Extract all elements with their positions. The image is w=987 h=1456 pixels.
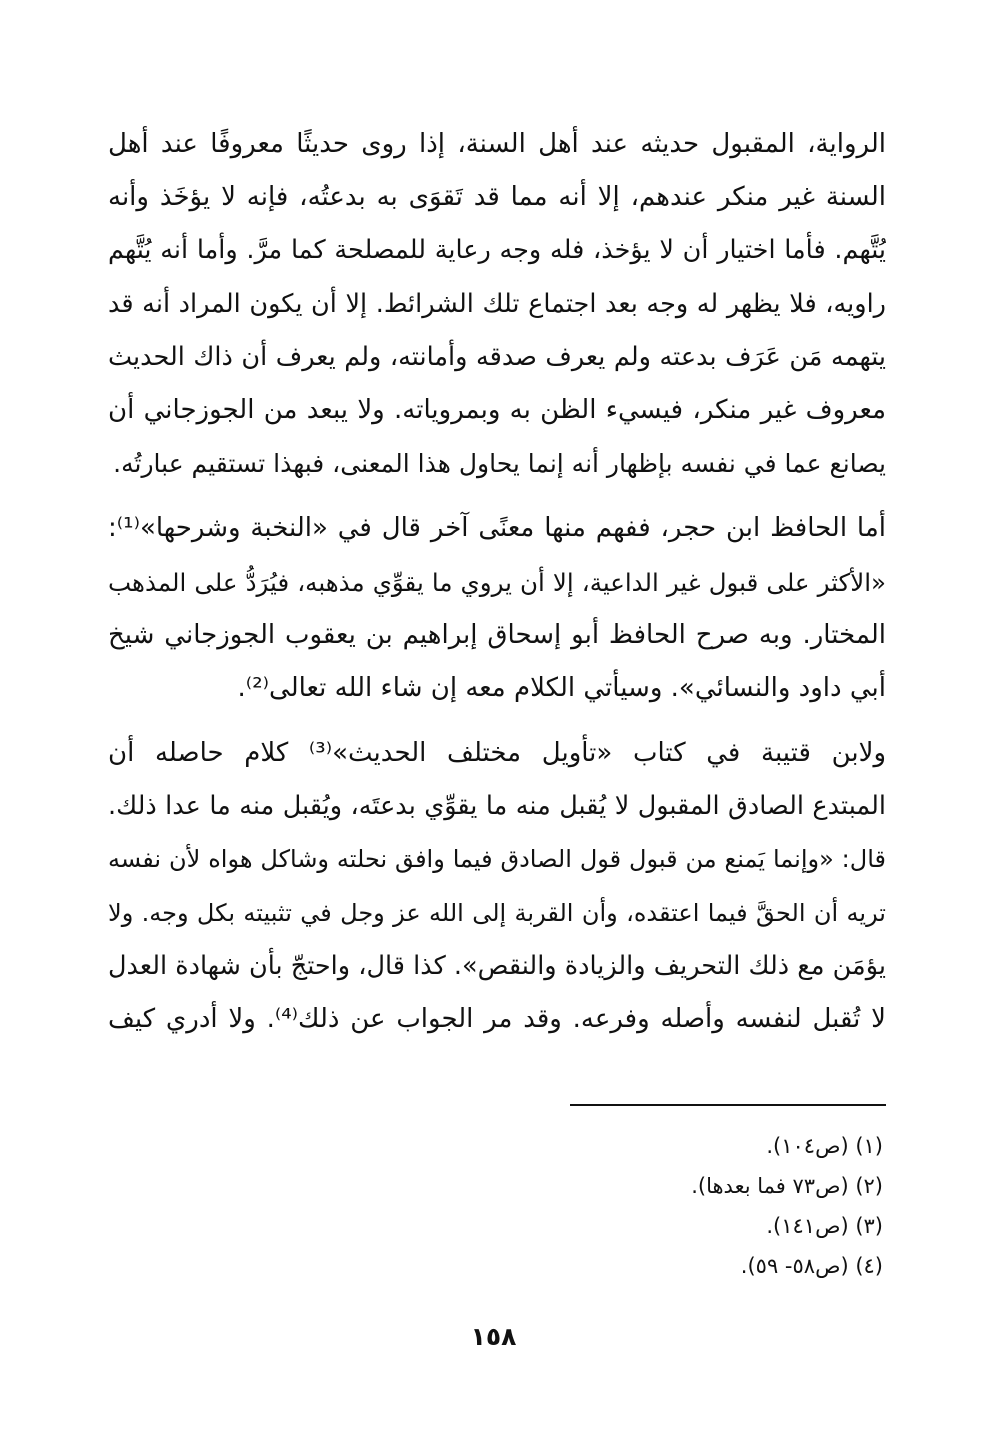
footnote-separator: [570, 1104, 886, 1106]
page-number: ١٥٨: [470, 1322, 517, 1351]
text-line: «الأكثر على قبول غير الداعية، إلا أن يروي ما يقوِّي مذهبه، فيُرَدُّ على المذهب: [108, 567, 886, 597]
text-line: المبتدع الصادق المقبول لا يُقبل منه ما يقوِّي بدعتَه، ويُقبل منه ما عدا ذلك.: [108, 791, 886, 822]
paragraph-3: [108, 727, 886, 1046]
paragraph-2: [108, 502, 886, 715]
text-line: السنة غير منكر عندهم، إلا أنه مما قد تَقوَى به بدعتُه، فإنه لا يؤخَذ وأنه: [108, 182, 886, 213]
text-line: لا تُقبل لنفسه وأصله وفرعه. وقد مر الجواب عن ذلك⁽⁴⁾. ولا أدري كيف: [108, 1004, 886, 1034]
footnote-1: (١) (ص١٠٤).: [766, 1134, 883, 1158]
text-line: يصانع عما في نفسه بإظهار أنه إنما يحاول هذا المعنى، فبهذا تستقيم عبارتُه.: [113, 449, 886, 479]
text-line: المختار. وبه صرح الحافظ أبو إسحاق إبراهيم بن يعقوب الجوزجاني شيخ: [108, 619, 886, 650]
text-line: قال: «وإنما يَمنع من قبول قول الصادق فيما وافق نحلته وشاكل هواه لأن نفسه: [108, 845, 886, 874]
footnote-2: (٢) (ص٧٣ فما بعدها).: [691, 1174, 883, 1198]
text-line: ولابن قتيبة في كتاب «تأويل مختلف الحديث»⁽³⁾ كلام حاصله أن: [108, 738, 886, 769]
footnote-4: (٤) (ص٥٨- ٥٩).: [740, 1254, 883, 1278]
text-line: راويه، فلا يظهر له وجه بعد اجتماع تلك الشرائط. إلا أن يكون المراد أنه قد: [108, 288, 886, 319]
text-line: أما الحافظ ابن حجر، ففهم منها معنًى آخر قال في «النخبة وشرحها»⁽¹⁾:: [108, 513, 886, 544]
footnotes: [363, 1126, 883, 1286]
text-line: تريه أن الحقَّ فيما اعتقده، وأن القربة إلى الله عز وجل في تثبيته بكل وجه. ولا: [108, 898, 886, 927]
text-line: يُتَّهم. فأما اختيار أن لا يؤخذ، فله وجه رعاية للمصلحة كما مرَّ. وأما أنه يُتَّهم: [108, 235, 886, 266]
text-line: أبي داود والنسائي». وسيأتي الكلام معه إن شاء الله تعالى⁽²⁾.: [237, 672, 886, 703]
text-line: الرواية، المقبول حديثه عند أهل السنة، إذا روى حديثًا معروفًا عند أهل: [108, 129, 886, 159]
paragraph-1: [108, 118, 886, 490]
text-line: يتهمه مَن عَرَف بدعته ولم يعرف صدقه وأمانته، ولم يعرف أن ذاك الحديث: [108, 341, 886, 372]
text-line: يؤمَن مع ذلك التحريف والزيادة والنقص». كذا قال، واحتجّ بأن شهادة العدل: [108, 950, 886, 981]
body-text: [108, 118, 886, 1046]
footnote-3: (٣) (ص١٤١).: [766, 1214, 883, 1238]
text-line: معروف غير منكر، فيسيء الظن به وبمروياته. ولا يبعد من الجوزجاني أن: [108, 394, 886, 425]
